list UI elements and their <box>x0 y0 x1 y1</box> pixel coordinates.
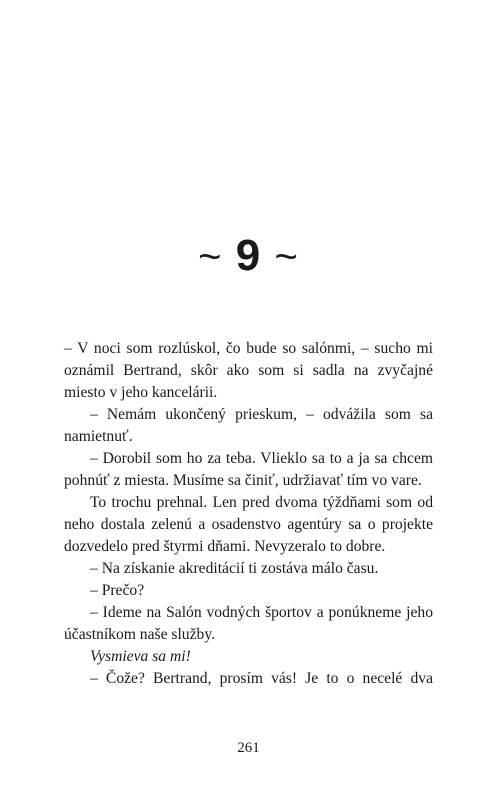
paragraph: – Nemám ukončený prieskum, – odvážila som sa namietnuť. <box>64 406 433 445</box>
chapter-tilde-right: ~ <box>274 235 299 279</box>
paragraph: – Na získanie akreditácií ti zostáva málo času. <box>90 560 379 577</box>
paragraph: – Ideme na Salón vodných športov a ponúkneme jeho účastníkom naše služby. <box>64 604 433 643</box>
chapter-number: 9 <box>235 231 262 280</box>
paragraph: – V noci som rozlúskol, čo bude so salónmi, – sucho mi oznámil Bertrand, skôr ako som si sadla na zvyčajné miesto v jeho kancelárii. <box>64 340 433 401</box>
paragraph-italic-thought: Vysmieva sa mi! <box>90 648 191 665</box>
text-body <box>64 338 433 690</box>
chapter-tilde-left: ~ <box>198 235 223 279</box>
paragraph: – Prečo? <box>90 582 145 599</box>
chapter-heading <box>0 226 497 287</box>
page-number: 261 <box>237 740 260 756</box>
paragraph: To trochu prehnal. Len pred dvoma týždňami som od neho dostala zelenú a osadenstvo agentúry sa o projekte dozvedelo pred štyrmi dňami. Nevyzeralo to dobre. <box>64 494 433 555</box>
paragraph: – Čože? Bertrand, prosím vás! Je to o necelé dva <box>90 670 433 687</box>
paragraph: – Dorobil som ho za teba. Vlieklo sa to a ja sa chcem pohnúť z miesta. Musíme sa činiť, udržiavať tím vo vare. <box>64 450 433 489</box>
